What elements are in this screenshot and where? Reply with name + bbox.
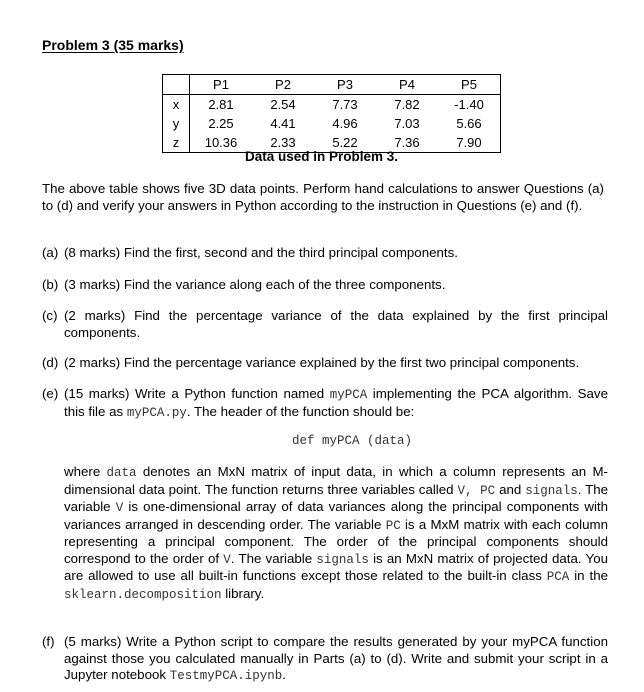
question-label: (d) <box>42 355 59 370</box>
description-text: where data denotes an MxN matrix of input data, in which a column represents an M-dimensional data point. The function returns three variables called V, PC and signals. The variable V is one-dimensional array of data variances along the principal components with variances arranged in descending order. The variable PC is a MxM matrix with each column representing a principal component. The order of the principal components should correspond to the order of V. The variable signals is an MxN matrix of projected data. You are allowed to use all built-in functions except those related to the built-in class PCA in the sklearn.decomposition library. <box>64 464 608 602</box>
table-cell: 7.36 <box>376 133 438 153</box>
table-header-cell: P4 <box>376 75 438 95</box>
table-header-row <box>163 75 501 95</box>
table-cell: 7.73 <box>332 97 358 112</box>
question-text: (8 marks) Find the first, second and the third principal components. <box>64 245 458 260</box>
question-a <box>42 245 608 262</box>
question-e <box>42 386 608 421</box>
question-d <box>42 355 608 372</box>
table-cell: 5.22 <box>314 133 376 153</box>
question-b <box>42 277 608 294</box>
question-c <box>42 308 608 341</box>
question-text: (5 marks) Write a Python script to compare the results generated by your myPCA function against those you calculated manually in Parts (a) to (d). Write and submit your script in a Jupyter notebook TestmyPCA.ipynb. <box>64 634 608 683</box>
table-cell: 2.25 <box>208 116 234 131</box>
table-cell: 7.90 <box>438 133 501 153</box>
table-corner-cell <box>163 75 190 95</box>
question-text: (2 marks) Find the percentage variance of the data explained by the first principal components. <box>64 308 608 340</box>
table-caption: Data used in Problem 3. <box>245 149 399 164</box>
question-e-description <box>42 464 608 603</box>
table-cell: 5.66 <box>438 114 501 133</box>
table-row <box>163 114 501 133</box>
problem-title: Problem 3 (35 marks) <box>42 37 184 53</box>
question-label: (c) <box>42 308 58 323</box>
function-name: myPCA <box>329 388 368 402</box>
notebook-name: TestmyPCA.ipynb <box>169 669 283 683</box>
question-text: (15 marks) Write a Python function named myPCA implementing the PCA algorithm. Save this file as myPCA.py. The header of the function should be: <box>64 386 608 420</box>
table-cell: 4.96 <box>332 116 358 131</box>
question-label: (a) <box>42 245 59 260</box>
question-text: (2 marks) Find the percentage variance explained by the first two principal components. <box>64 355 580 370</box>
row-label: z <box>163 133 190 153</box>
row-label: x <box>163 95 190 115</box>
question-label: (f) <box>42 634 55 649</box>
table-cell: 7.82 <box>394 97 420 112</box>
table-cell: 4.41 <box>270 116 296 131</box>
row-label: y <box>163 114 190 133</box>
question-label: (e) <box>42 386 59 401</box>
question-label: (b) <box>42 277 59 292</box>
table-cell: -1.40 <box>438 95 501 115</box>
table-header-cell: P1 <box>190 75 253 95</box>
table-cell: 2.54 <box>270 97 296 112</box>
table-cell: 2.33 <box>252 133 314 153</box>
question-text: (3 marks) Find the variance along each of the three components. <box>64 277 446 292</box>
table-header-cell: P5 <box>438 75 501 95</box>
file-name: myPCA.py <box>126 405 187 420</box>
data-table <box>162 74 501 153</box>
table-cell: 10.36 <box>190 133 253 153</box>
question-f <box>42 634 608 685</box>
function-header-code: def myPCA (data) <box>292 434 413 448</box>
table-cell: 2.81 <box>208 97 234 112</box>
table-cell: 7.03 <box>394 116 420 131</box>
table-header-cell: P2 <box>252 75 314 95</box>
intro-paragraph: The above table shows five 3D data points. Perform hand calculations to answer Questions (a) to (d) and verify your answers in Python according to the instruction in Questions (e) and (f). <box>42 181 604 213</box>
table-row <box>163 95 501 115</box>
table-header-cell: P3 <box>314 75 376 95</box>
